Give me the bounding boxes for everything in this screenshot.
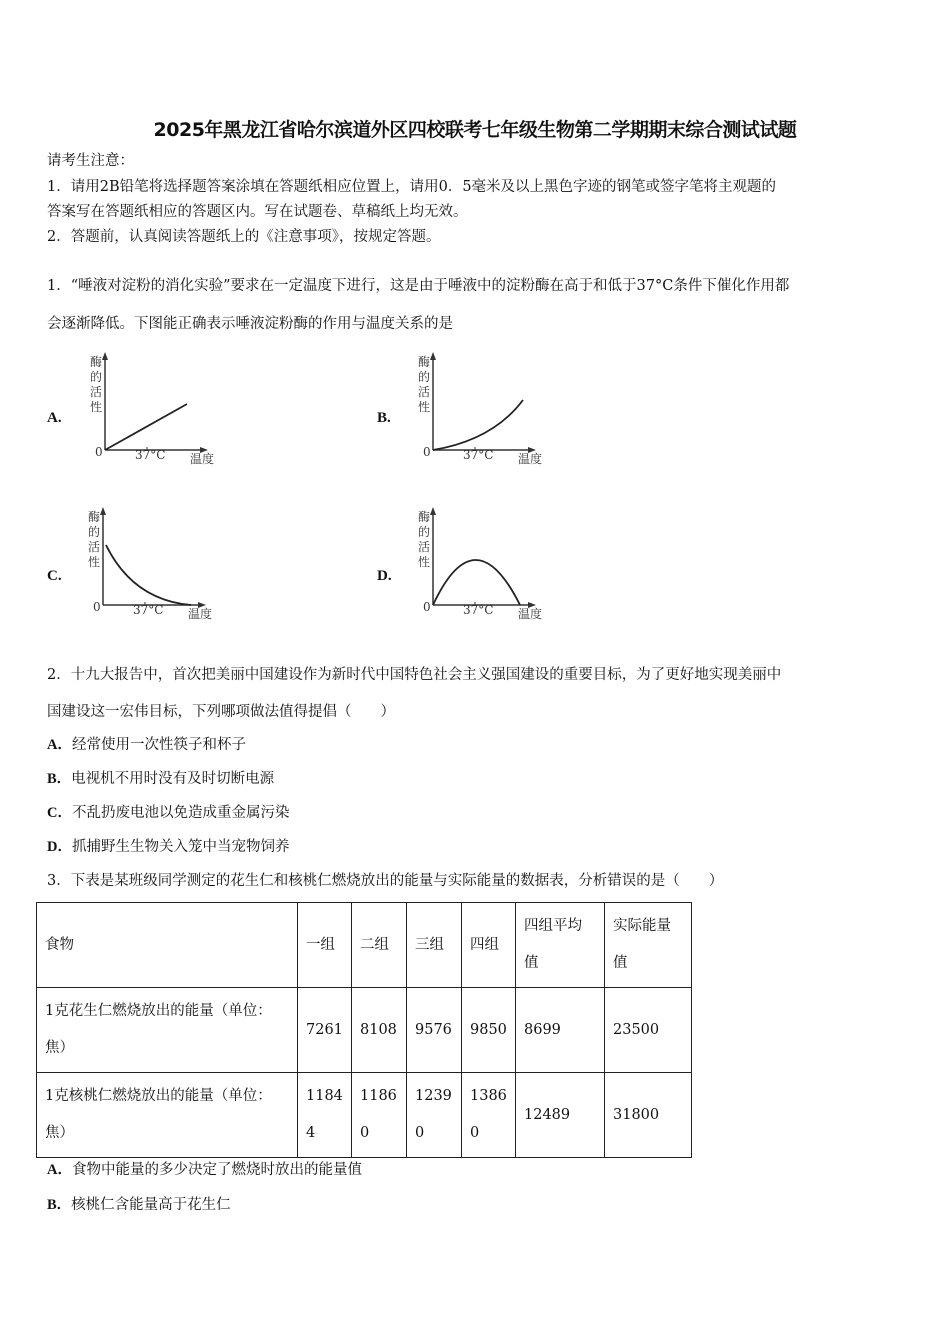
cell: 1克花生仁燃烧放出的能量（单位：焦） xyxy=(37,988,298,1073)
header-cell: 二组 xyxy=(352,903,407,988)
origin-label: 0 xyxy=(93,600,101,614)
header-cell: 四组 xyxy=(462,903,516,988)
header-cell: 三组 xyxy=(407,903,462,988)
graph-c xyxy=(78,505,248,635)
x-axis-label: 温度 xyxy=(518,607,543,621)
option-text: 电视机不用时没有及时切断电源 xyxy=(71,771,275,787)
cell: 9850 xyxy=(462,988,516,1073)
x-axis-label: 温度 xyxy=(188,607,213,621)
page-title: 2025年黑龙江省哈尔滨道外区四校联考七年级生物第二学期期末综合测试试题 xyxy=(153,119,797,141)
table-row xyxy=(37,1073,692,1158)
notice-line: 答案写在答题纸相应的答题区内。写在试题卷、草稿纸上均无效。 xyxy=(47,204,468,220)
graph-a xyxy=(80,350,250,480)
option-c-label[interactable]: C. xyxy=(47,568,62,584)
question-3-stem: 3．下表是某班级同学测定的花生仁和核桃仁燃烧放出的能量与实际能量的数据表，分析错误的是（ ） xyxy=(47,873,724,889)
cell: 31800 xyxy=(605,1073,692,1158)
cell: 1克核桃仁燃烧放出的能量（单位：焦） xyxy=(37,1073,298,1158)
option-key: A． xyxy=(47,737,72,753)
question-1-stem: 会逐渐降低。下图能正确表示唾液淀粉酶的作用与温度关系的是 xyxy=(47,316,453,332)
option-d-label[interactable]: D. xyxy=(377,568,392,584)
cell: 9576 xyxy=(407,988,462,1073)
question-2-stem: 国建设这一宏伟目标，下列哪项做法值得提倡（ ） xyxy=(47,704,395,720)
option-text: 抓捕野生生物关入笼中当宠物饲养 xyxy=(71,839,290,855)
origin-label: 0 xyxy=(95,445,103,459)
cell: 12489 xyxy=(516,1073,605,1158)
notice-line: 2．答题前，认真阅读答题纸上的《注意事项》，按规定答题。 xyxy=(47,229,441,245)
option-key: B． xyxy=(47,1197,72,1213)
cell: 23500 xyxy=(605,988,692,1073)
tick-label: 37°C xyxy=(135,448,166,462)
option-d[interactable] xyxy=(47,838,289,856)
origin-label: 0 xyxy=(423,445,431,459)
cell: 8108 xyxy=(352,988,407,1073)
y-axis-label: 酶的活性 xyxy=(90,355,103,414)
notice-heading: 请考生注意： xyxy=(47,153,134,169)
option-key: A． xyxy=(47,1162,72,1178)
header-cell: 食物 xyxy=(37,903,298,988)
option-b[interactable] xyxy=(47,1196,231,1214)
tick-label: 37°C xyxy=(463,603,494,617)
x-axis-label: 温度 xyxy=(518,452,543,466)
option-text: 经常使用一次性筷子和杯子 xyxy=(71,737,246,753)
tick-label: 37°C xyxy=(133,603,164,617)
notice-line: 1．请用2B铅笔将选择题答案涂填在答题纸相应位置上，请用0．5毫米及以上黑色字迹的钢笔或签字笔将主观题的 xyxy=(47,179,777,195)
cell: 7261 xyxy=(298,988,352,1073)
cell: 11844 xyxy=(298,1073,352,1158)
table-header-row xyxy=(37,903,692,988)
y-axis-label: 酶的活性 xyxy=(418,510,431,569)
option-text: 核桃仁含能量高于花生仁 xyxy=(71,1197,231,1213)
graph-b xyxy=(408,350,578,480)
header-cell: 实际能量值 xyxy=(605,903,692,988)
option-a[interactable] xyxy=(47,1161,362,1179)
cell: 8699 xyxy=(516,988,605,1073)
cell: 11860 xyxy=(352,1073,407,1158)
option-c[interactable] xyxy=(47,804,289,822)
option-key: C． xyxy=(47,805,72,821)
x-axis-label: 温度 xyxy=(190,452,215,466)
table-row xyxy=(37,988,692,1073)
origin-label: 0 xyxy=(423,600,431,614)
option-b[interactable] xyxy=(47,770,274,788)
option-key: D． xyxy=(47,839,72,855)
header-cell: 四组平均值 xyxy=(516,903,605,988)
question-1-stem: 1．“唾液对淀粉的消化实验”要求在一定温度下进行，这是由于唾液中的淀粉酶在高于和低于37°C条件下催化作用都 xyxy=(47,278,790,294)
option-a-label[interactable]: A. xyxy=(47,410,62,426)
option-text: 食物中能量的多少决定了燃烧时放出的能量值 xyxy=(71,1162,362,1178)
question-2-stem: 2．十九大报告中，首次把美丽中国建设作为新时代中国特色社会主义强国建设的重要目标，为了更好地实现美丽中 xyxy=(47,667,782,683)
header-cell: 一组 xyxy=(298,903,352,988)
energy-table xyxy=(36,902,692,1158)
cell: 13860 xyxy=(462,1073,516,1158)
tick-label: 37°C xyxy=(463,448,494,462)
option-text: 不乱扔废电池以免造成重金属污染 xyxy=(71,805,290,821)
y-axis-label: 酶的活性 xyxy=(88,510,101,569)
y-axis-label: 酶的活性 xyxy=(418,355,431,414)
option-b-label[interactable]: B. xyxy=(377,410,391,426)
option-key: B． xyxy=(47,771,72,787)
cell: 12390 xyxy=(407,1073,462,1158)
graph-d xyxy=(408,505,578,635)
option-a[interactable] xyxy=(47,736,246,754)
